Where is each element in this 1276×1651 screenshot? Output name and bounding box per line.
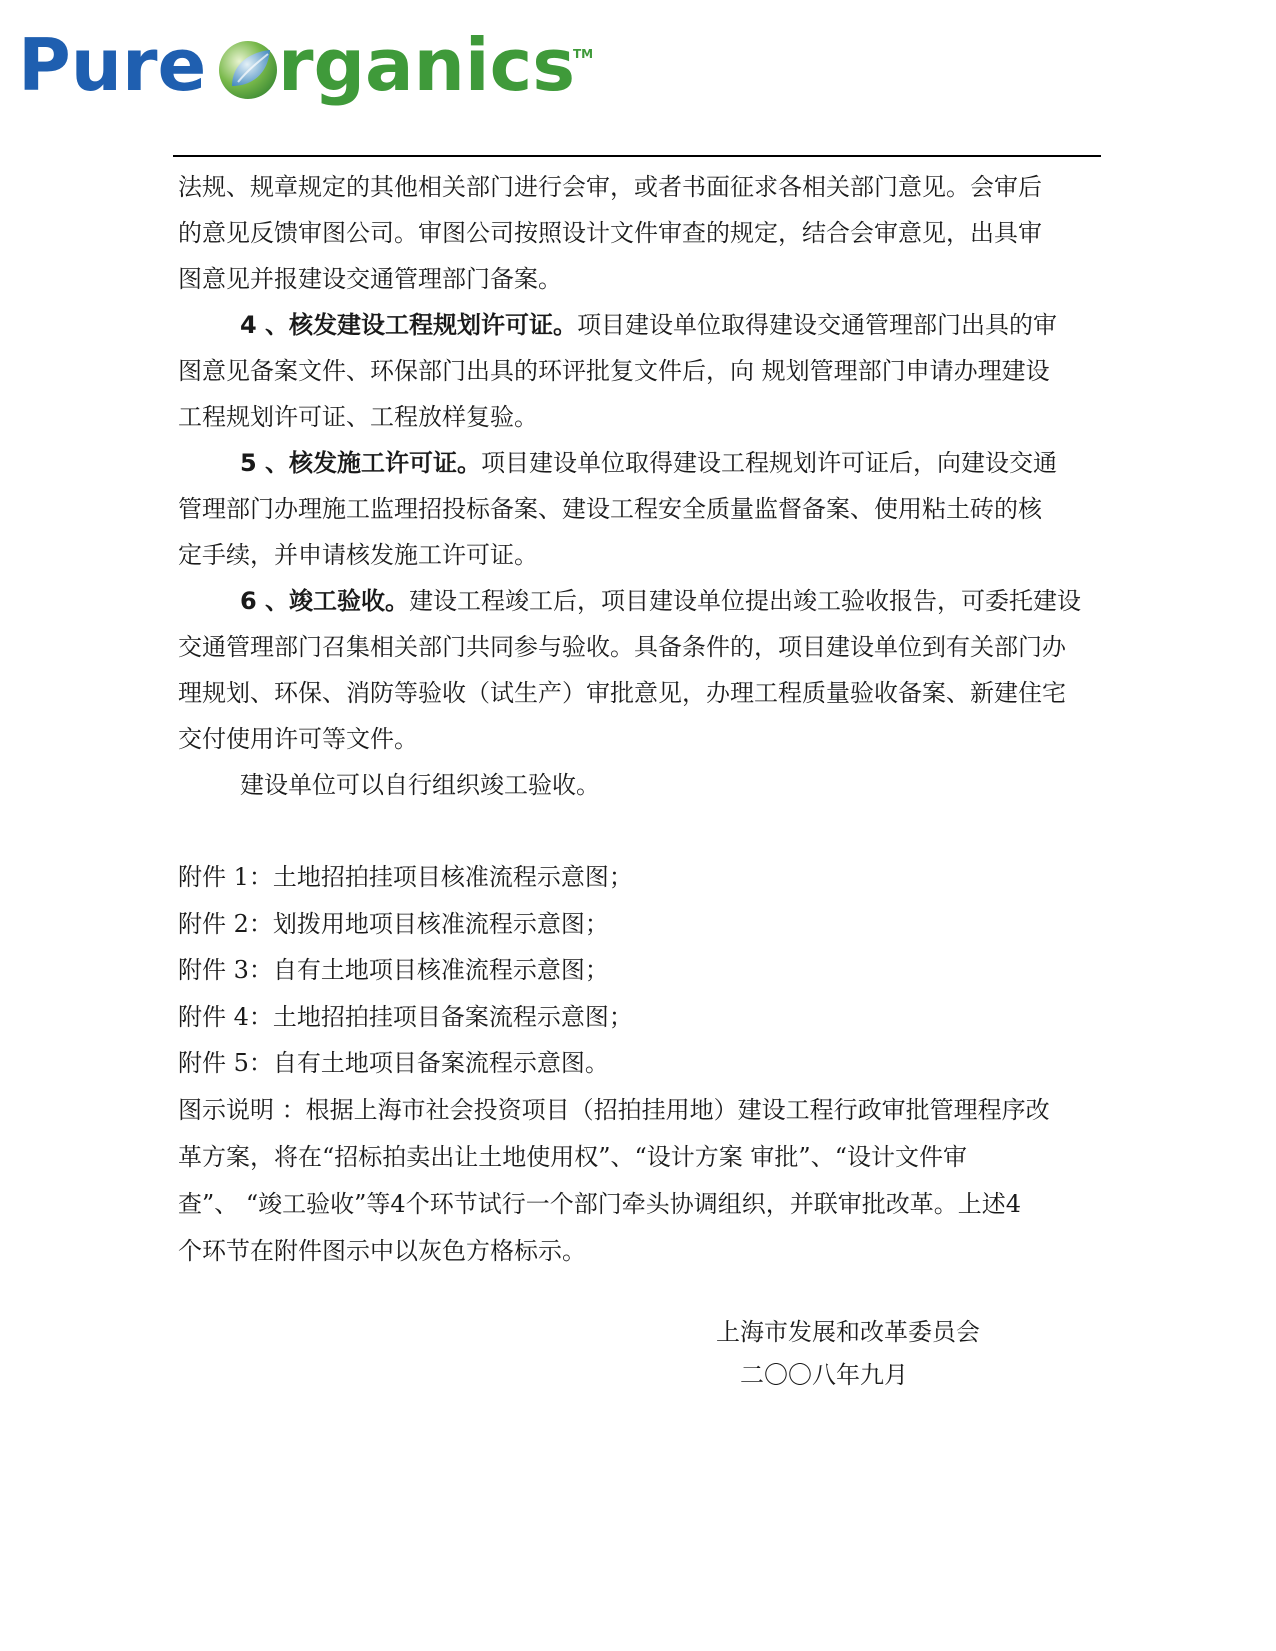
logo-trademark: TM	[573, 47, 594, 61]
item6-text: 建设工程竣工后，项目建设单位提出竣工验收报告，可委托建设	[409, 587, 1082, 615]
diagram-note	[178, 1087, 1093, 1275]
attachment-item: 附件 1：土地招拍挂项目核准流程示意图；	[178, 863, 633, 891]
item5-heading: 5 、核发施工许可证。	[240, 449, 482, 477]
item6-heading: 6 、竣工验收。	[240, 587, 410, 615]
pureorganics-logo	[18, 22, 618, 122]
item5-text: 项目建设单位取得建设工程规划许可证后，向建设交通	[481, 449, 1058, 477]
note-line: 查”、 “竣工验收”等4个环节试行一个部门牵头协调组织，并联审批改革。上述4	[178, 1189, 1021, 1218]
body-line: 图意见并报建设交通管理部门备案。	[178, 265, 562, 293]
document-body	[178, 164, 1093, 1275]
item6-first-line	[178, 578, 1093, 624]
body-line: 定手续，并申请核发施工许可证。	[178, 541, 538, 569]
attachment-item: 附件 5：自有土地项目备案流程示意图。	[178, 1049, 609, 1077]
body-line: 法规、规章规定的其他相关部门进行会审，或者书面征求各相关部门意见。会审后	[178, 173, 1042, 201]
body-line: 管理部门办理施工监理招投标备案、建设工程安全质量监督备案、使用粘土砖的核	[178, 495, 1042, 523]
body-line: 理规划、环保、消防等验收（试生产）审批意见，办理工程质量验收备案、新建住宅	[178, 679, 1066, 707]
attachment-item: 附件 4：土地招拍挂项目备案流程示意图；	[178, 1002, 633, 1031]
item4-first-line	[178, 302, 1093, 348]
signature-date: 二〇〇八年九月	[740, 1361, 908, 1389]
logo-text-rganics: rganics	[278, 23, 576, 107]
body-line: 的意见反馈审图公司。审图公司按照设计文件审查的规定，结合会审意见，出具审	[178, 219, 1042, 247]
attachment-item: 附件 3：自有土地项目核准流程示意图；	[178, 956, 609, 984]
note-line: 图示说明 ：根据上海市社会投资项目（招拍挂用地）建设工程行政审批管理程序改	[178, 1095, 1050, 1124]
body-line: 交通管理部门召集相关部门共同参与验收。具备条件的，项目建设单位到有关部门办	[178, 633, 1066, 661]
item4-text: 项目建设单位取得建设交通管理部门出具的审	[577, 311, 1058, 339]
attachment-list	[178, 854, 1093, 1087]
note-line: 革方案，将在“招标拍卖出让土地使用权”、“设计方案 审批”、“设计文件审	[178, 1142, 967, 1171]
attachment-item: 附件 2：划拨用地项目核准流程示意图；	[178, 909, 609, 938]
note-line: 个环节在附件图示中以灰色方格标示。	[178, 1236, 586, 1265]
item4-heading: 4 、核发建设工程规划许可证。	[240, 311, 578, 339]
logo-text-pure: Pure	[18, 23, 207, 107]
body-line: 交付使用许可等文件。	[178, 725, 418, 753]
self-acceptance-line: 建设单位可以自行组织竣工验收。	[240, 771, 600, 799]
body-line: 图意见备案文件、环保部门出具的环评批复文件后，向 规划管理部门申请办理建设	[178, 357, 1050, 385]
signature-org: 上海市发展和改革委员会	[716, 1318, 980, 1346]
body-line: 工程规划许可证、工程放样复验。	[178, 403, 538, 431]
item5-first-line	[178, 440, 1093, 486]
header-rule	[173, 155, 1101, 157]
logo-o-leaf-icon	[219, 41, 277, 99]
